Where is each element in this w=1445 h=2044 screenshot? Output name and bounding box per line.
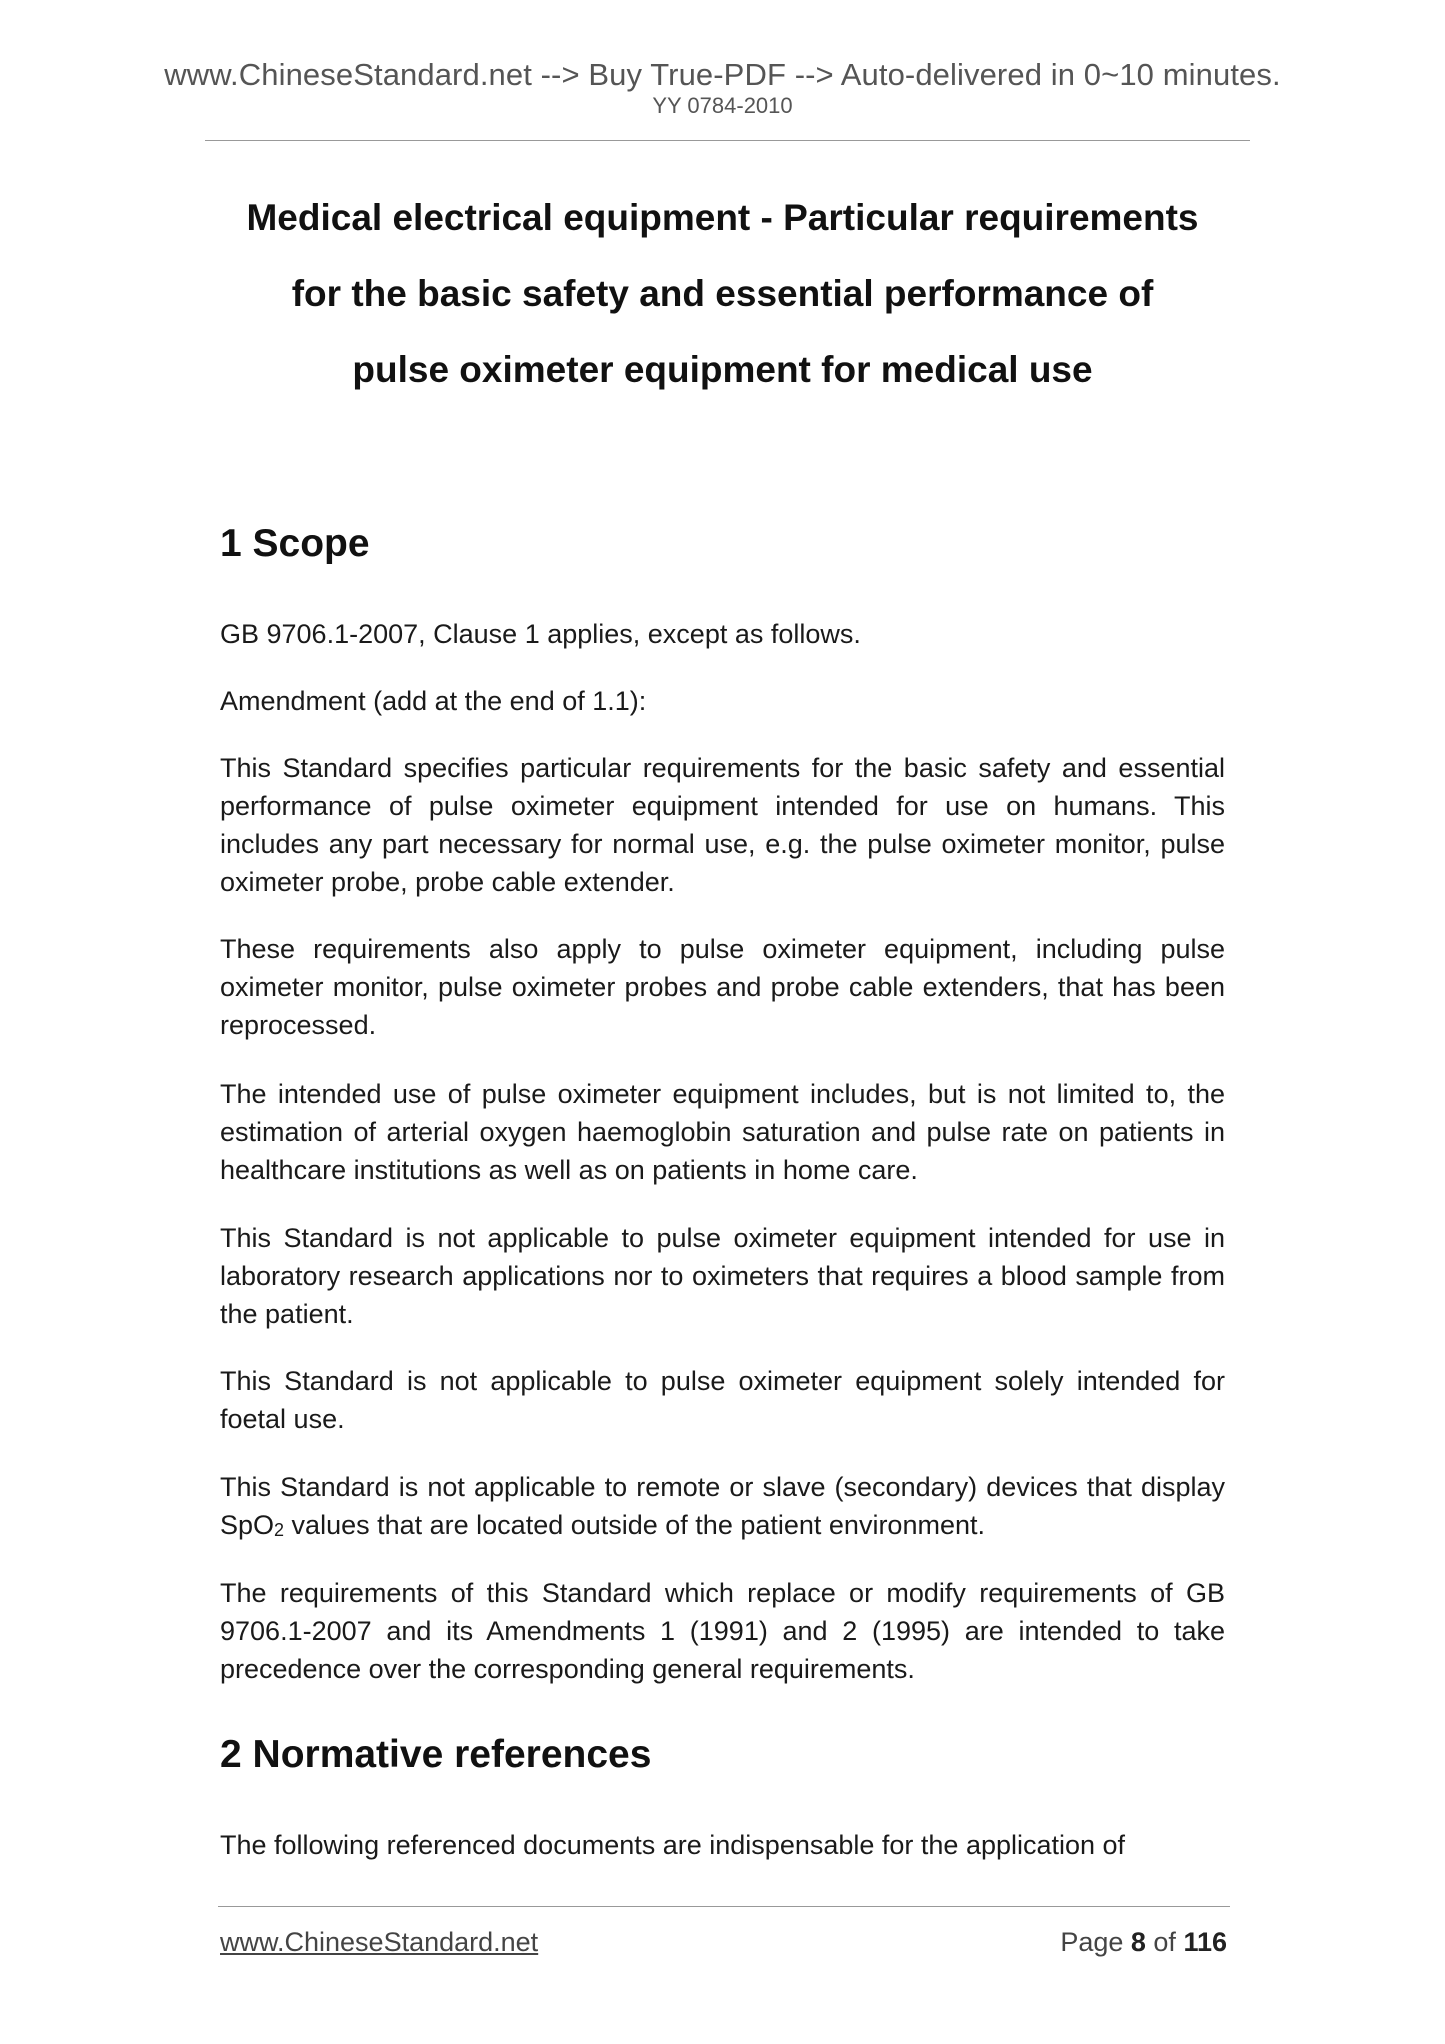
header-divider — [205, 140, 1250, 141]
scope-paragraph-1: GB 9706.1-2007, Clause 1 applies, except as follows. — [220, 619, 861, 649]
subscript-2: 2 — [274, 1520, 285, 1540]
document-title — [200, 180, 1245, 408]
footer-divider — [218, 1906, 1230, 1907]
page-prefix: Page — [1060, 1927, 1131, 1957]
scope-paragraph-7: This Standard is not applicable to pulse oximeter equipment solely intended for foetal use. — [220, 1366, 1225, 1434]
section-1-heading: 1 Scope — [220, 522, 370, 565]
total-pages: 116 — [1183, 1927, 1227, 1957]
footer-website-link[interactable]: www.ChineseStandard.net — [220, 1927, 539, 1957]
scope-paragraph-4: These requirements also apply to pulse oximeter equipment, including pulse oximeter monitor, pulse oximeter probes and probe cable extenders, that has been reprocessed. — [220, 934, 1225, 1040]
title-line-2: for the basic safety and essential performance of — [291, 273, 1154, 314]
current-page-number: 8 — [1130, 1927, 1146, 1957]
scope-paragraph-2: Amendment (add at the end of 1.1): — [220, 686, 647, 716]
scope-paragraph-6: This Standard is not applicable to pulse oximeter equipment intended for use in laboratory research applications nor to oximeters that requires a blood sample from the patient. — [220, 1223, 1225, 1329]
references-paragraph-1: The following referenced documents are indispensable for the application of — [220, 1830, 1126, 1860]
page-indicator — [1060, 1926, 1227, 1958]
scope-paragraph-9: The requirements of this Standard which replace or modify requirements of GB 9706.1-2007 and its Amendments 1 (1991) and 2 (1995) are intended to take precedence over the corresponding general requirements. — [220, 1578, 1225, 1684]
scope-paragraph-8-text-end: values that are located outside of the patient environment. — [284, 1510, 985, 1540]
scope-paragraph-3: This Standard specifies particular requirements for the basic safety and essential performance of pulse oximeter equipment intended for use on humans. This includes any part necessary for normal use, e.g. the pulse oximeter monitor, pulse oximeter probe, probe cable extender. — [220, 753, 1225, 897]
header-banner: www.ChineseStandard.net --> Buy True-PDF --> Auto-delivered in 0~10 minutes. — [164, 57, 1281, 92]
scope-paragraph-5: The intended use of pulse oximeter equipment includes, but is not limited to, the estimation of arterial oxygen haemoglobin saturation and pulse rate on patients in healthcare institutions as well as on patients in home care. — [220, 1079, 1225, 1185]
title-line-1: Medical electrical equipment - Particular requirements — [246, 197, 1199, 238]
scope-paragraph-8 — [220, 1468, 1225, 1544]
section-2-heading: 2 Normative references — [220, 1733, 652, 1776]
scope-paragraph-8-text: This Standard is not applicable to remote or slave (secondary) devices that display SpO — [220, 1472, 1225, 1540]
document-number: YY 0784-2010 — [652, 93, 793, 118]
page-of: of — [1145, 1927, 1184, 1957]
title-line-3: pulse oximeter equipment for medical use — [352, 349, 1093, 390]
